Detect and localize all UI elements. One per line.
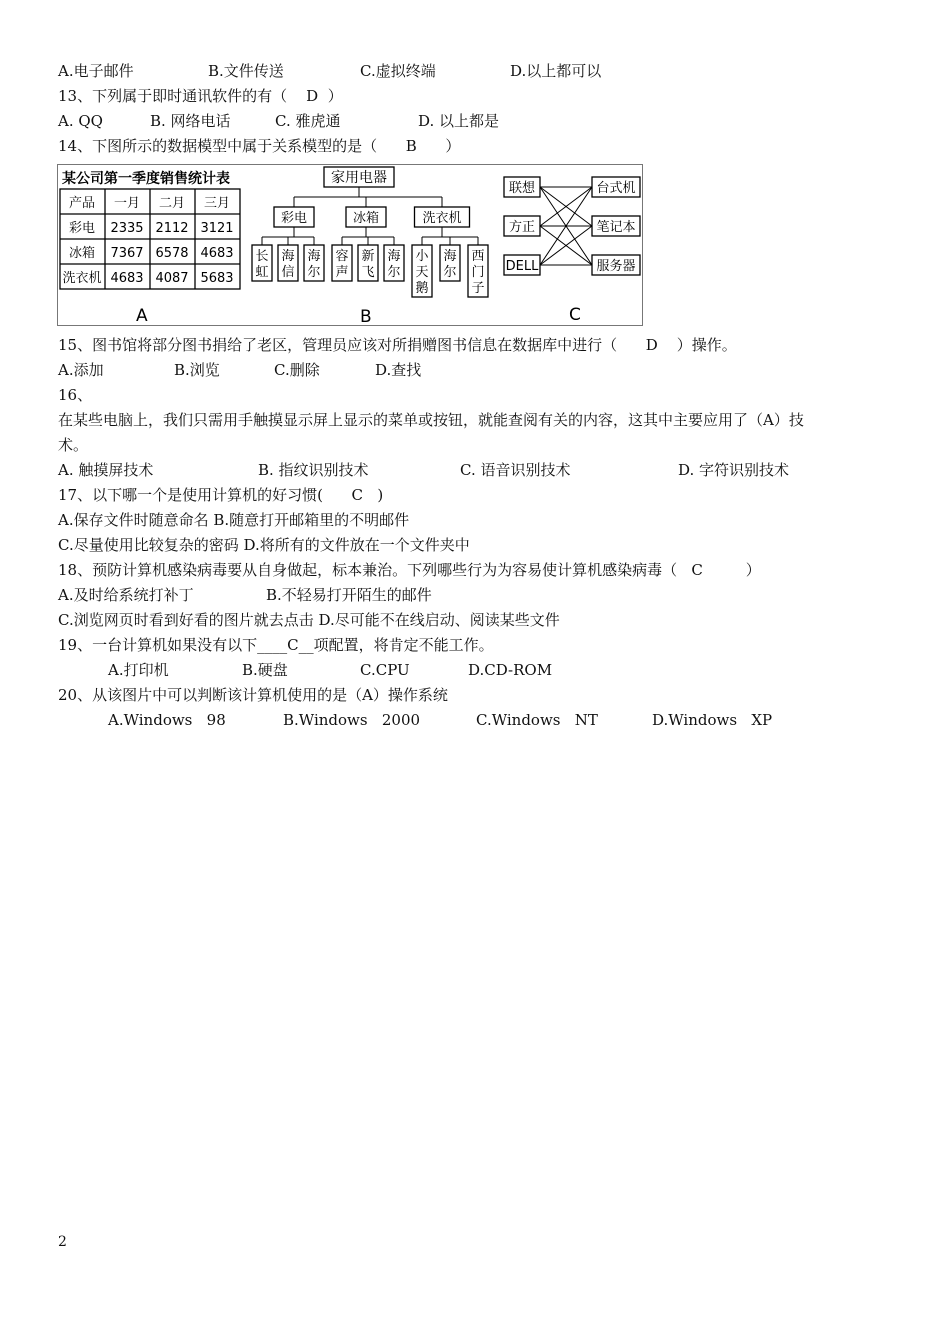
q18-options-line2: C.浏览网页时看到好看的图片就去点击 D.尽可能不在线启动、阅读某些文件	[58, 611, 560, 629]
q20-option-a: A.Windows 98	[108, 711, 226, 729]
tree-leaf-char: 长	[255, 249, 269, 264]
q18-option-a: A.及时给系统打补丁	[58, 586, 194, 604]
q16-question-line1: 在某些电脑上，我们只需用手触摸显示屏上显示的菜单或按钮，就能查阅有关的内容，这其中主要应用了（A）技	[58, 411, 804, 429]
q12-option-d: D.以上都可以	[510, 62, 602, 80]
q14-question: 14、下图所示的数据模型中属于关系模型的是（ B ）	[58, 137, 461, 155]
page-number: 2	[58, 1234, 67, 1250]
table-title: 某公司第一季度销售统计表	[62, 171, 230, 187]
q16-option-c: C. 语音识别技术	[460, 461, 571, 479]
network-right-label: 服务器	[596, 259, 636, 274]
table-header-cell: 二月	[158, 196, 186, 211]
table-cell: 3121	[200, 221, 234, 236]
q18-question: 18、预防计算机感染病毒要从自身做起，标本兼治。下列哪些行为为容易使计算机感染病毒（ C ）	[58, 561, 761, 579]
tree-leaf-char: 海	[443, 249, 457, 264]
tree-leaf-char: 子	[471, 281, 485, 296]
tree-leaf-char: 虹	[255, 265, 269, 280]
q18-option-b: B.不轻易打开陌生的邮件	[266, 586, 432, 604]
tree-leaf-char: 尔	[443, 265, 457, 280]
tree-leaf-char: 尔	[307, 265, 321, 280]
tree-leaf-char: 海	[387, 249, 401, 264]
table-cell: 4683	[200, 246, 234, 261]
q19-option-c: C.CPU	[360, 661, 410, 679]
table-cell: 4683	[110, 271, 144, 286]
table-cell: 2335	[110, 221, 144, 236]
tree-root-label: 家用电器	[331, 170, 387, 186]
table-cell: 7367	[110, 246, 144, 261]
tree-leaf-char: 新	[361, 249, 375, 264]
label-b: B	[360, 307, 372, 325]
network-right-label: 笔记本	[596, 220, 636, 235]
tree-leaf-char: 西	[471, 249, 485, 264]
network-right-label: 台式机	[596, 181, 636, 196]
q12-option-c: C.虚拟终端	[360, 62, 436, 80]
q13-question: 13、下列属于即时通讯软件的有（ D ）	[58, 87, 343, 105]
q20-option-c: C.Windows NT	[476, 711, 598, 729]
q13-option-c: C. 雅虎通	[275, 112, 341, 130]
tree-leaf-char: 鹅	[415, 281, 429, 296]
label-c: C	[569, 305, 581, 325]
tree-leaf-char: 容	[335, 249, 349, 264]
q19-option-a: A.打印机	[108, 661, 169, 679]
table-cell: 5683	[200, 271, 234, 286]
q16-number: 16、	[58, 386, 93, 404]
q19-option-d: D.CD-ROM	[468, 661, 553, 679]
q15-option-a: A.添加	[58, 361, 104, 379]
network-left-label: 方正	[508, 220, 536, 235]
q20-option-b: B.Windows 2000	[283, 711, 421, 729]
network-left-label: DELL	[505, 259, 539, 274]
network-left-label: 联想	[508, 181, 536, 196]
table-cell: 彩电	[68, 221, 96, 236]
q20-question: 20、从该图片中可以判断该计算机使用的是（A）操作系统	[58, 686, 448, 704]
table-cell: 6578	[155, 246, 189, 261]
q13-option-b: B. 网络电话	[150, 112, 231, 130]
table-cell: 2112	[155, 221, 189, 236]
q13-option-d: D. 以上都是	[418, 112, 500, 130]
table-cell: 冰箱	[68, 246, 96, 261]
q17-question: 17、以下哪一个是使用计算机的好习惯( C )	[58, 486, 384, 504]
tree-leaf-char: 飞	[361, 265, 375, 280]
q17-options-line2: C.尽量使用比较复杂的密码 D.将所有的文件放在一个文件夹中	[58, 536, 470, 554]
tree-leaf-char: 尔	[387, 265, 401, 280]
table-header-cell: 三月	[203, 196, 231, 211]
q19-option-b: B.硬盘	[242, 661, 288, 679]
q12-option-b: B.文件传送	[208, 62, 284, 80]
tree-leaf-char: 门	[471, 265, 485, 280]
q19-question: 19、一台计算机如果没有以下____C__项配置，将肯定不能工作。	[58, 636, 494, 654]
tree-leaf-char: 海	[307, 249, 321, 264]
label-a: A	[136, 306, 148, 325]
tree-category-label: 冰箱	[352, 211, 380, 226]
q12-option-a: A.电子邮件	[58, 62, 134, 80]
tree-category-label: 彩电	[280, 211, 308, 226]
q15-option-c: C.删除	[274, 361, 320, 379]
tree-leaf-char: 天	[415, 265, 429, 280]
q15-option-d: D.查找	[375, 361, 422, 379]
table-cell: 洗衣机	[62, 271, 102, 286]
q17-options-line1: A.保存文件时随意命名 B.随意打开邮箱里的不明邮件	[58, 511, 410, 529]
table-header-cell: 产品	[68, 196, 96, 211]
data-model-figure	[57, 164, 643, 326]
tree-leaf-char: 声	[335, 265, 349, 280]
q15-question: 15、图书馆将部分图书捐给了老区，管理员应该对所捐赠图书信息在数据库中进行（ D ）操作。	[58, 336, 737, 354]
q20-option-d: D.Windows XP	[652, 711, 773, 729]
tree-category-label: 洗衣机	[422, 211, 462, 226]
q13-option-a: A. QQ	[58, 112, 103, 130]
tree-leaf-char: 海	[281, 249, 295, 264]
q16-question-line2: 术。	[58, 436, 89, 454]
table-cell: 4087	[155, 271, 189, 286]
q16-option-a: A. 触摸屏技术	[58, 461, 154, 479]
q16-option-b: B. 指纹识别技术	[258, 461, 369, 479]
tree-leaf-char: 小	[415, 249, 429, 264]
table-header-cell: 一月	[113, 196, 141, 211]
q15-option-b: B.浏览	[174, 361, 220, 379]
q16-option-d: D. 字符识别技术	[678, 461, 790, 479]
tree-leaf-char: 信	[281, 265, 295, 280]
